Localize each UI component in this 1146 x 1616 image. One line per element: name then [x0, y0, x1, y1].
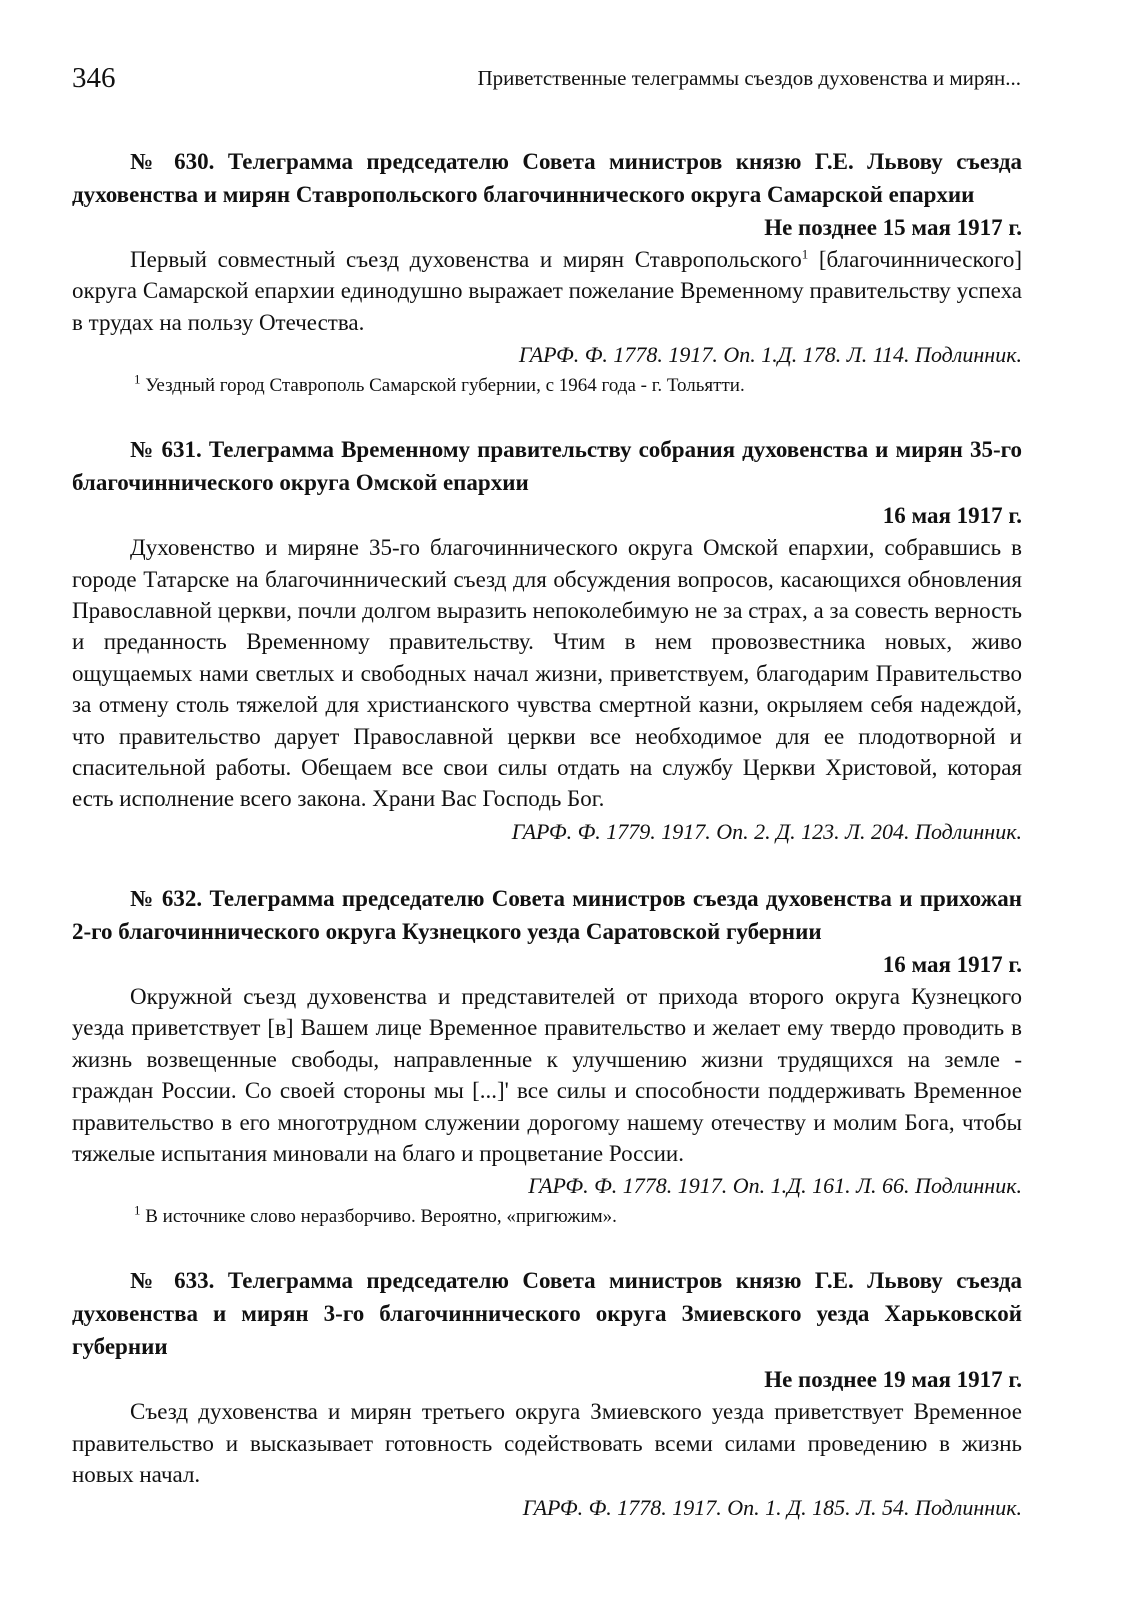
- body-text: Первый совместный съезд духовенства и мирян Ставропольского: [130, 247, 802, 272]
- document-body: Окружной съезд духовенства и представителей от прихода второго округа Кузнецкого уезда приветствует [в] Вашем лице Временное правительство и желает ему твердо проводить в жизнь возвещенные свободы, направленные к улучшению жизни трудящихся на земле - граждан России. Со своей стороны мы [...]' все силы и способности поддерживать Временное правительство в его многотрудном служении дорогому нашему отечеству и молим Бога, чтобы тяжелые испытания миновали на благо и процветание России.: [72, 983, 1022, 1166]
- document-title: № 630. Телеграмма председателю Совета министров князю Г.Е. Львову съезда духовенства и мирян Ставропольского благочиннического округа Самарской епархии: [72, 149, 1022, 207]
- page-number: 346: [72, 62, 116, 94]
- footnote-marker: 1: [801, 246, 809, 262]
- page-content: [72, 145, 1022, 1558]
- document-633: [72, 1264, 1022, 1523]
- page-header: [72, 62, 1021, 102]
- document-date: Не позднее 15 мая 1917 г.: [764, 215, 1022, 240]
- archive-source: ГАРФ. Ф. 1778. 1917. Оп. 1. Д. 185. Л. 54. Подлинник.: [522, 1494, 1022, 1520]
- document-title: № 631. Телеграмма Временному правительству собрания духовенства и мирян 35-го благочиннического округа Омской епархии: [72, 437, 1022, 496]
- document-date: Не позднее 19 мая 1917 г.: [764, 1367, 1022, 1393]
- footnote: [72, 373, 1022, 399]
- document-date: 16 мая 1917 г.: [882, 951, 1022, 977]
- document-631: [72, 433, 1022, 848]
- footnote: [72, 1204, 1022, 1230]
- document-body: Съезд духовенства и мирян третьего округа Змиевского уезда приветствует Временное правительство и высказывает готовность содействовать всеми силами проведению в жизнь новых начал.: [72, 1399, 1022, 1488]
- running-title: Приветственные телеграммы съездов духовенства и мирян...: [477, 66, 1021, 90]
- footnote-number: 1: [134, 1202, 141, 1218]
- document-630: [72, 145, 1022, 399]
- footnote-text: В источнике слово неразборчиво. Вероятно, «пригюжим».: [140, 1206, 617, 1228]
- archive-source: ГАРФ. Ф. 1778. 1917. Оп. 1.Д. 178. Л. 114. Подлинник.: [518, 342, 1022, 368]
- document-title: № 633. Телеграмма председателю Совета министров князю Г.Е. Львову съезда духовенства и мирян 3-го благочиннического округа Змиевского уезда Харьковской губернии: [72, 1268, 1022, 1360]
- document-title: № 632. Телеграмма председателю Совета министров съезда духовенства и прихожан 2-го благочиннического округа Кузнецкого уезда Саратовской губернии: [72, 885, 1022, 944]
- document-body: Духовенство и миряне 35-го благочиннического округа Омской епархии, собравшись в городе Татарске на благочиннический съезд для обсуждения вопросов, касающихся обновления Православной церкви, почли долгом выразить непоколебимую не за страх, а за совесть верность и преданность Временному правительству. Чтим в нем провозвестника новых, живо ощущаемых нами светлых и свободных начал жизни, приветствуем, благодарим Правительство за отмену столь тяжелой для христианского чувства смертной казни, окрыляем себя надеждой, что правительство дарует Православной церкви все необходимое для ее плодотворной и спасительной работы. Обещаем все свои силы отдать на службу Церкви Христовой, которая есть исполнение всего закона. Храни Вас Господь Бог.: [72, 535, 1022, 812]
- document-632: [72, 882, 1022, 1230]
- document-body: [72, 244, 1022, 338]
- archive-source: ГАРФ. Ф. 1779. 1917. Оп. 2. Д. 123. Л. 204. Подлинник.: [511, 818, 1022, 844]
- archive-source: ГАРФ. Ф. 1778. 1917. Оп. 1.Д. 161. Л. 66. Подлинник.: [528, 1173, 1022, 1199]
- footnote-text: Уездный город Ставрополь Самарской губернии, с 1964 года - г. Тольятти.: [140, 375, 745, 397]
- document-date: 16 мая 1917 г.: [882, 503, 1022, 529]
- body-text: [благочиннического] округа Самарской епархии единодушно выражает пожелание Временному правительству успеха в трудах на пользу Отечества.: [72, 247, 1022, 335]
- footnote-number: 1: [134, 371, 141, 387]
